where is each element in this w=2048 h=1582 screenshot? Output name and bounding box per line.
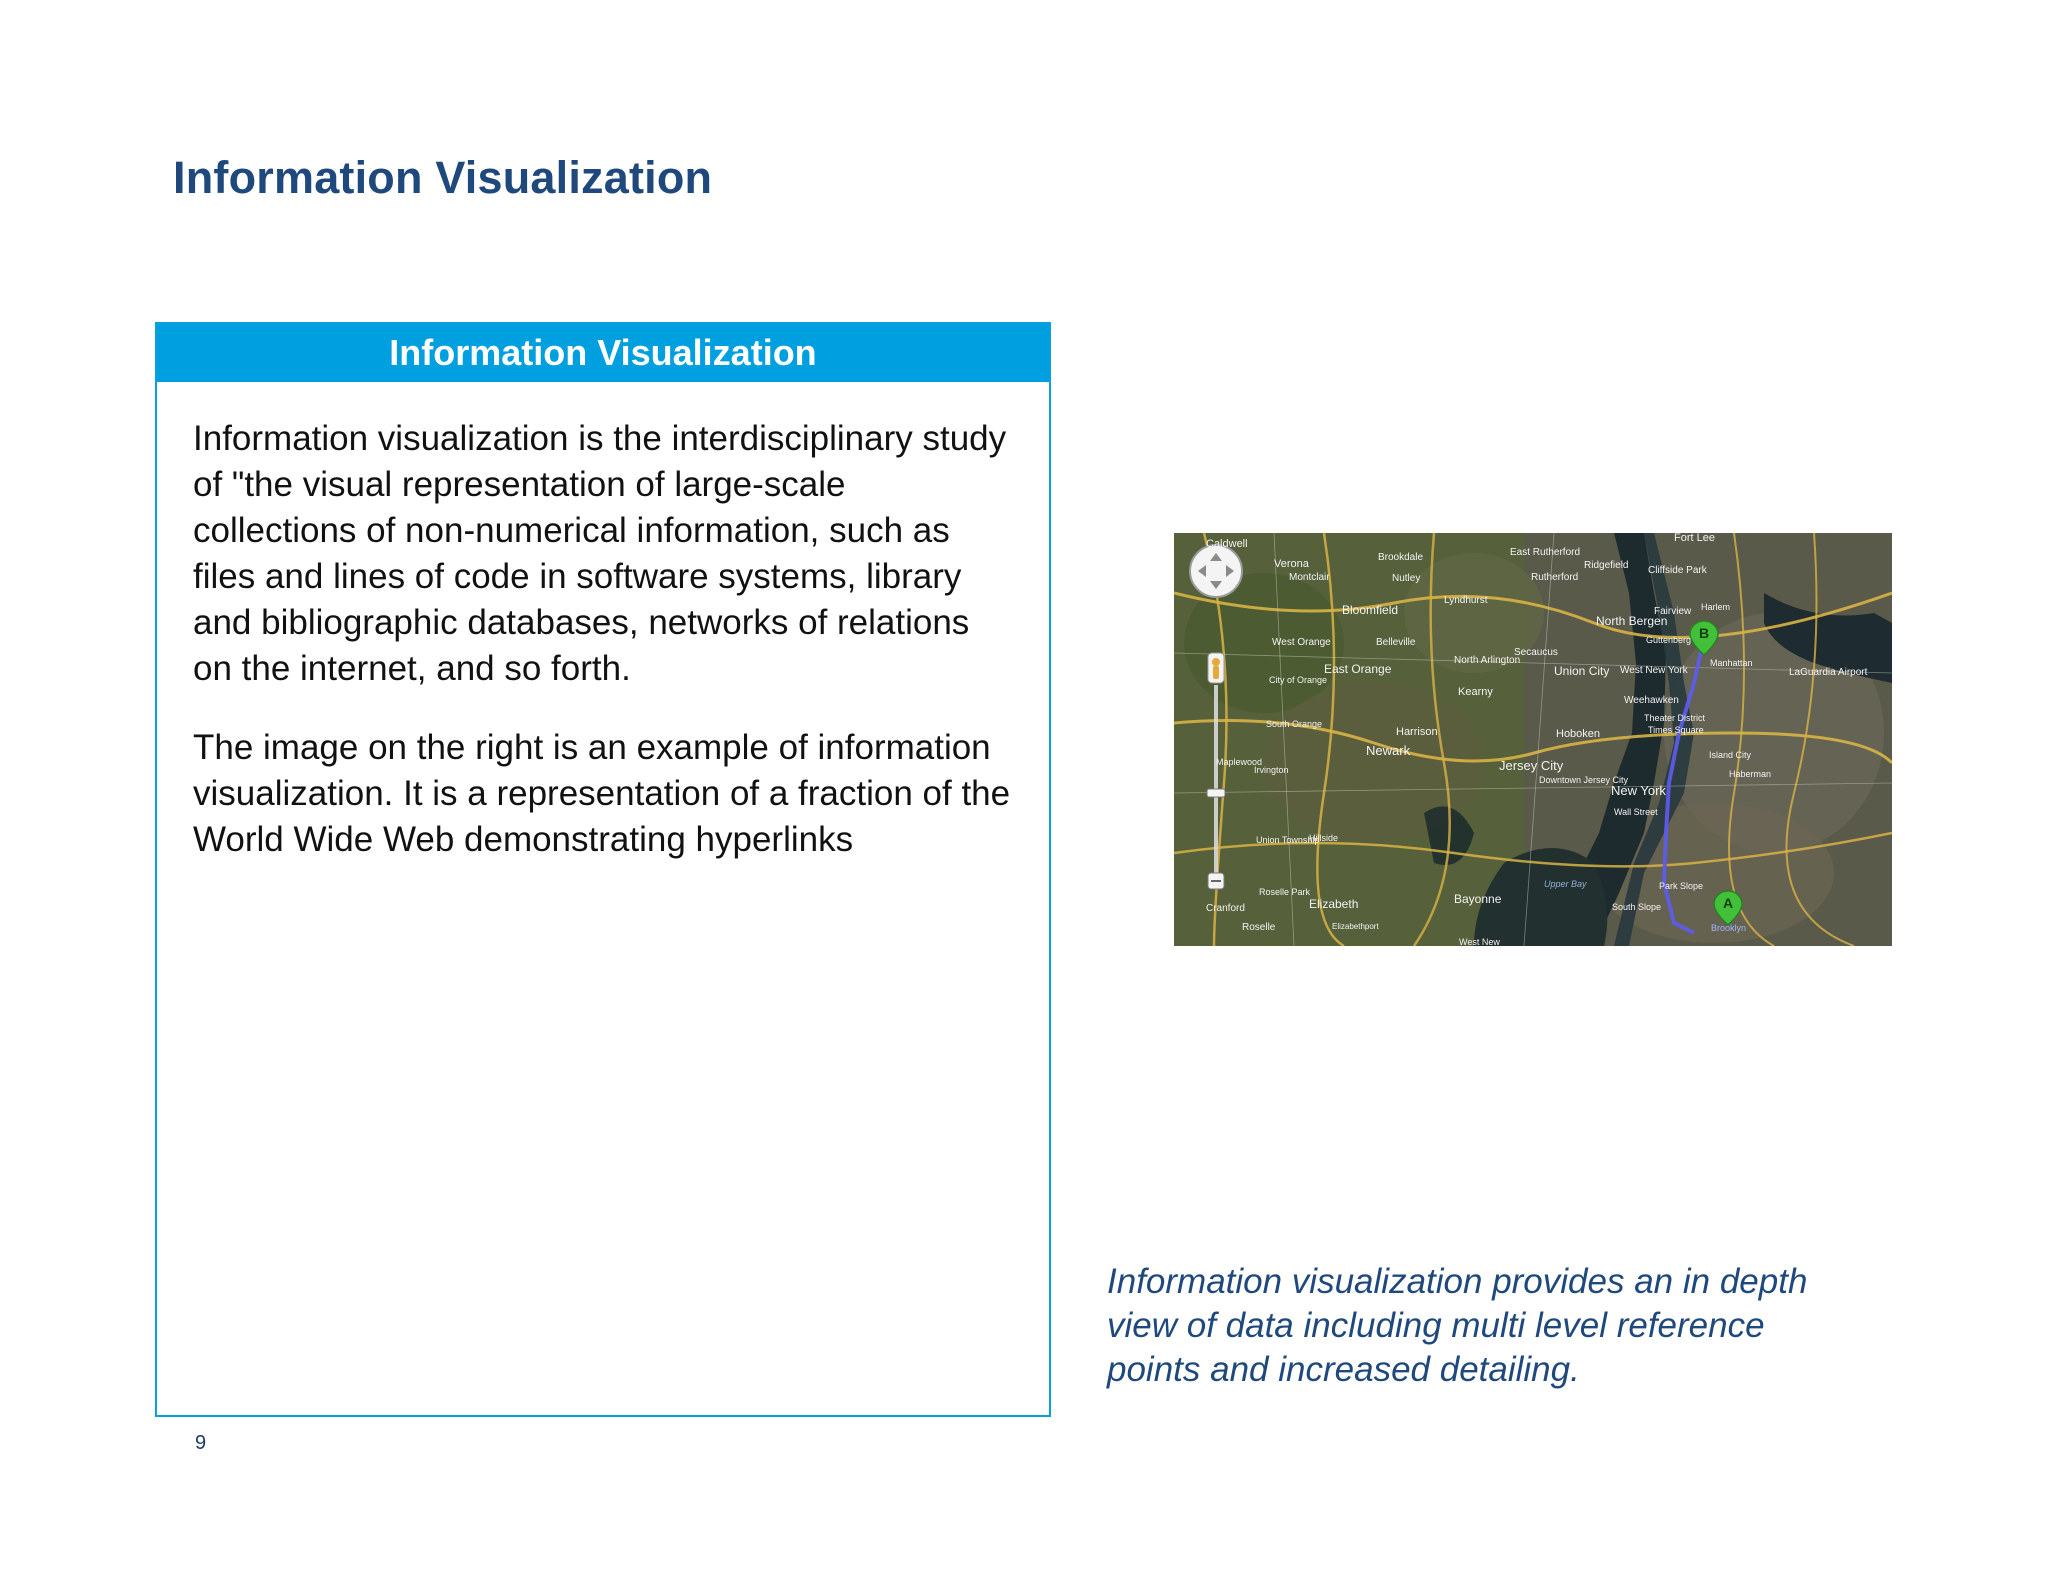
map-label-west-orange: West Orange: [1272, 637, 1331, 648]
map-label-fort-lee: Fort Lee: [1674, 533, 1715, 544]
pegman-icon[interactable]: [1208, 653, 1224, 683]
map-label-roselle-park: Roselle Park: [1259, 887, 1311, 897]
map-label-union-township: Union Township: [1256, 835, 1320, 845]
map-label-belleville: Belleville: [1376, 637, 1416, 648]
map-label-south-orange: South Orange: [1266, 719, 1323, 729]
map-label-fairview: Fairview: [1654, 606, 1692, 617]
satellite-map-image: [1174, 533, 1892, 946]
map-label-nutley: Nutley: [1392, 573, 1421, 584]
map-label-newark: Newark: [1366, 743, 1411, 758]
map-label-cliffside-park: Cliffside Park: [1648, 565, 1707, 576]
map-label-bayonne: Bayonne: [1454, 892, 1502, 906]
map-navigation-control[interactable]: [1190, 545, 1242, 597]
map-label-east-rutherford: East Rutherford: [1510, 547, 1581, 558]
map-label-montclair: Montclair: [1289, 572, 1330, 583]
map-label-wall-street: Wall Street: [1614, 807, 1658, 817]
map-label-haberman: Haberman: [1729, 769, 1772, 779]
map-label-kearny: Kearny: [1458, 686, 1493, 698]
map-label-union-city: Union City: [1554, 664, 1610, 678]
marker-a-label: A: [1722, 895, 1734, 911]
map-label-upper-bay: Upper Bay: [1544, 879, 1587, 889]
map-label-harlem: Harlem: [1701, 602, 1731, 612]
map-label-brookdale: Brookdale: [1378, 552, 1424, 563]
page-number: 9: [195, 1432, 207, 1454]
map-label-guttenberg: Guttenberg: [1646, 635, 1692, 645]
map-label-city-of-orange: City of Orange: [1269, 675, 1328, 685]
map-label-hoboken: Hoboken: [1556, 728, 1601, 740]
content-box-header: Information Visualization: [157, 324, 1049, 382]
map-label-manhattan: Manhattan: [1710, 658, 1753, 668]
map-label-new-york: New York: [1611, 783, 1666, 798]
map-label-lyndhurst: Lyndhurst: [1444, 595, 1488, 606]
map-label-times-square: Times Square: [1648, 725, 1704, 735]
marker-b-label: B: [1698, 625, 1710, 641]
map-label-west-new-york: West New York: [1620, 665, 1688, 676]
map-caption: Information visualization provides an in depth view of data including multi level reference points and increased detailing.: [1107, 1262, 1808, 1389]
map-label-hillside: Hillside: [1309, 833, 1339, 843]
map-label-harrison: Harrison: [1396, 726, 1438, 738]
map-label-elizabethport: Elizabethport: [1332, 922, 1379, 931]
map-label-north-bergen: North Bergen: [1596, 614, 1668, 628]
info-content-box: [155, 322, 1051, 1417]
map-label-secaucus: Secaucus: [1514, 647, 1558, 658]
map-label-weehawken: Weehawken: [1624, 695, 1679, 706]
map-label-roselle: Roselle: [1242, 922, 1276, 933]
definition-paragraph: Information visualization is the interdisciplinary study of "the visual representation of large-scale collections of non-numerical information, such as files and lines of code in software systems, library and bibliographic databases, networks of relations on the internet, and so forth.: [193, 419, 1007, 688]
map-label-irvington: Irvington: [1254, 765, 1289, 775]
map-label-laguardia-airport: LaGuardia Airport: [1789, 667, 1868, 678]
map-label-north-arlington: North Arlington: [1454, 655, 1521, 666]
map-label-south-slope: South Slope: [1612, 902, 1662, 912]
map-label-elizabeth: Elizabeth: [1309, 897, 1359, 911]
map-label-west-new: West New: [1459, 937, 1500, 946]
map-label-caldwell: Caldwell: [1206, 538, 1248, 550]
map-label-cranford: Cranford: [1206, 903, 1245, 914]
map-label-verona: Verona: [1274, 558, 1309, 570]
map-label-bloomfield: Bloomfield: [1342, 603, 1399, 617]
map-label-brooklyn: Brooklyn: [1711, 923, 1747, 933]
example-paragraph: The image on the right is an example of information visualization. It is a representation of a fraction of the World Wide Web demonstrating hyperlinks: [193, 728, 1011, 859]
page-title: Information Visualization: [173, 152, 713, 203]
map-label-rutherford: Rutherford: [1531, 572, 1579, 583]
map-label-park-slope: Park Slope: [1659, 881, 1704, 891]
content-box-body: [157, 382, 1049, 863]
map-label-jersey-city: Jersey City: [1499, 758, 1564, 773]
map-label-ridgefield: Ridgefield: [1584, 560, 1629, 571]
map-label-island-city: Island City: [1709, 750, 1752, 760]
map-label-east-orange: East Orange: [1324, 662, 1392, 676]
map-label-theater-district: Theater District: [1644, 713, 1706, 723]
map-label-maplewood: Maplewood: [1216, 757, 1263, 767]
map-label-downtown-jersey-city: Downtown Jersey City: [1539, 775, 1629, 785]
